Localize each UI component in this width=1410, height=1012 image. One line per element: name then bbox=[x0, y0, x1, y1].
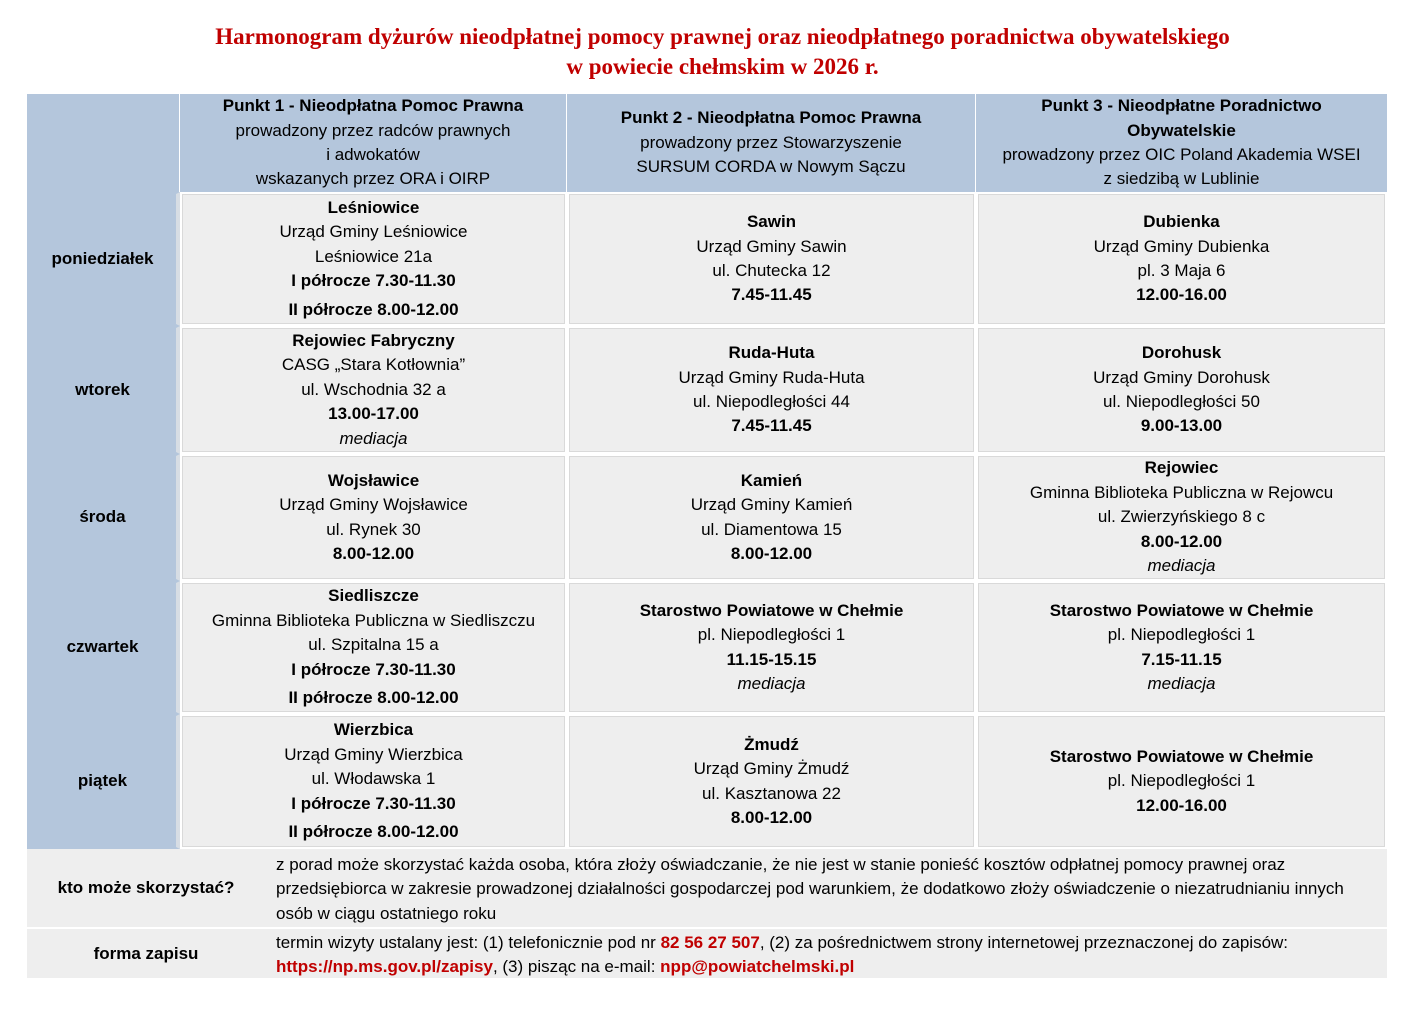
schedule-cell: Wojsławice Urząd Gminy Wojsławice ul. Rynek 30 8.00-12.00 bbox=[180, 454, 567, 581]
schedule-cell: Kamień Urząd Gminy Kamień ul. Diamentowa 15 8.00-12.00 bbox=[567, 454, 976, 581]
header-row bbox=[27, 94, 1387, 192]
header-punkt-3: Punkt 3 - Nieodpłatne Poradnictwo Obywatelskie prowadzony przez OIC Poland Akademia WSEI z siedzibą w Lublinie bbox=[976, 94, 1387, 192]
title-line-2: w powiecie chełmskim w 2026 r. bbox=[566, 54, 879, 79]
email-link[interactable]: npp@powiatchelmski.pl bbox=[660, 957, 855, 977]
title-line-1: Harmonogram dyżurów nieodpłatnej pomocy prawnej oraz nieodpłatnego poradnictwa obywatelskiego bbox=[215, 24, 1230, 49]
schedule-cell: Leśniowice Urząd Gminy Leśniowice Leśniowice 21a I półrocze 7.30-11.30 II półrocze 8.00-12.00 bbox=[180, 192, 567, 326]
schedule-cell: Starostwo Powiatowe w Chełmie pl. Niepodległości 1 12.00-16.00 bbox=[976, 714, 1387, 849]
schedule-cell: Ruda-Huta Urząd Gminy Ruda-Huta ul. Niepodległości 44 7.45-11.45 bbox=[567, 326, 976, 454]
page-title bbox=[0, 22, 1410, 82]
day-label: piątek bbox=[27, 714, 180, 849]
day-row-monday bbox=[27, 192, 1387, 326]
day-label: poniedziałek bbox=[27, 192, 180, 326]
phone-number[interactable]: 82 56 27 507 bbox=[660, 933, 760, 952]
day-row-wednesday bbox=[27, 454, 1387, 581]
who-row bbox=[27, 849, 1387, 927]
signup-text: termin wizyty ustalany jest: (1) telefonicznie pod nr 82 56 27 507, (2) za pośrednictwem strony internetowej przeznaczonej do zapisów: https://np.ms.gov.pl/zapisy, (3) pisząc na e-mail: npp@powiatchelmski.pl bbox=[276, 933, 1289, 977]
day-label: czwartek bbox=[27, 581, 180, 714]
day-row-thursday bbox=[27, 581, 1387, 714]
header-punkt-2: Punkt 2 - Nieodpłatna Pomoc Prawna prowadzony przez Stowarzyszenie SURSUM CORDA w Nowym Sączu bbox=[567, 94, 976, 192]
signup-link[interactable]: https://np.ms.gov.pl/zapisy bbox=[276, 957, 493, 977]
schedule-cell: Wierzbica Urząd Gminy Wierzbica ul. Włodawska 1 I półrocze 7.30-11.30 II półrocze 8.00-12.00 bbox=[180, 714, 567, 849]
signup-row bbox=[27, 929, 1387, 978]
schedule-cell: Siedliszcze Gminna Biblioteka Publiczna w Siedliszczu ul. Szpitalna 15 a I półrocze 7.30-11.30 II półrocze 8.00-12.00 bbox=[180, 581, 567, 714]
schedule-cell: Dorohusk Urząd Gminy Dorohusk ul. Niepodległości 50 9.00-13.00 bbox=[976, 326, 1387, 454]
schedule-cell: Żmudź Urząd Gminy Żmudź ul. Kasztanowa 22 8.00-12.00 bbox=[567, 714, 976, 849]
header-punkt-1: Punkt 1 - Nieodpłatna Pomoc Prawna prowadzony przez radców prawnych i adwokatów wskazanych przez ORA i OIRP bbox=[180, 94, 567, 192]
schedule-cell: Rejowiec Fabryczny CASG „Stara Kotłownia” ul. Wschodnia 32 a 13.00-17.00 mediacja bbox=[180, 326, 567, 454]
schedule-cell: Starostwo Powiatowe w Chełmie pl. Niepodległości 1 11.15-15.15 mediacja bbox=[567, 581, 976, 714]
header-corner bbox=[27, 94, 180, 192]
who-text: z porad może skorzystać każda osoba, która złoży oświadczanie, że nie jest w stanie ponieść kosztów odpłatnej pomocy prawnej oraz przedsiębiorca w zakresie prowadzonej działalności gospodarczej pod warunkiem, że dodatkowo złoży oświadczenie o niezatrudnianiu innych osób w ciągu ostatniego roku bbox=[276, 855, 1344, 923]
day-row-friday bbox=[27, 714, 1387, 849]
schedule-cell: Starostwo Powiatowe w Chełmie pl. Niepodległości 1 7.15-11.15 mediacja bbox=[976, 581, 1387, 714]
day-label: wtorek bbox=[27, 326, 180, 454]
schedule-cell: Sawin Urząd Gminy Sawin ul. Chutecka 12 7.45-11.45 bbox=[567, 192, 976, 326]
schedule-table bbox=[27, 94, 1387, 978]
schedule-cell: Rejowiec Gminna Biblioteka Publiczna w Rejowcu ul. Zwierzyńskiego 8 c 8.00-12.00 mediacja bbox=[976, 454, 1387, 581]
day-row-tuesday bbox=[27, 326, 1387, 454]
day-label: środa bbox=[27, 454, 180, 581]
who-label: kto może skorzystać? bbox=[57, 878, 235, 897]
signup-label: forma zapisu bbox=[93, 943, 199, 963]
schedule-cell: Dubienka Urząd Gminy Dubienka pl. 3 Maja 6 12.00-16.00 bbox=[976, 192, 1387, 326]
